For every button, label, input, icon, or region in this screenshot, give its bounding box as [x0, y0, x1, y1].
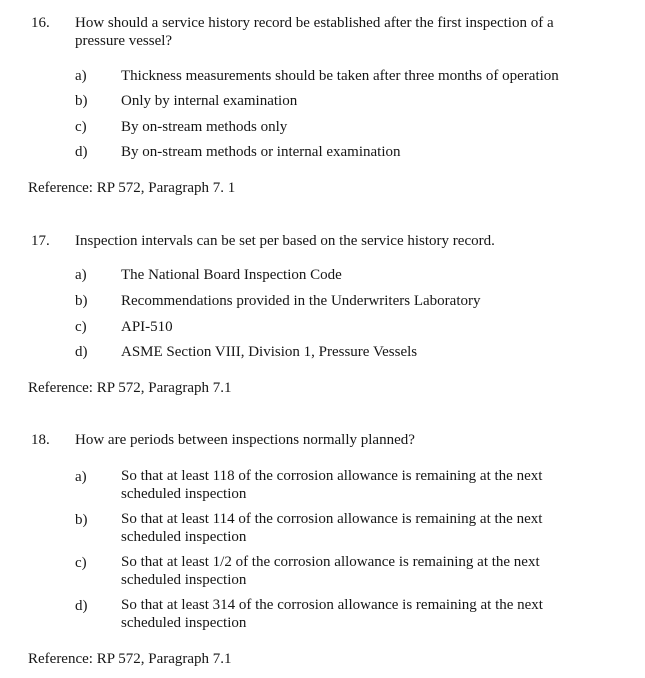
option-text: The National Board Inspection Code — [121, 267, 342, 283]
question-text: Inspection intervals can be set per based on the service history record. — [75, 233, 495, 249]
option-text: So that at least 1/2 of the corrosion allowance is remaining at the next scheduled inspection — [121, 554, 540, 588]
option-text: ASME Section VIII, Division 1, Pressure Vessels — [121, 344, 418, 360]
question-text: How should a service history record be established after the first inspection of a pressure vessel? — [75, 15, 554, 49]
option-text: So that at least 114 of the corrosion allowance is remaining at the next scheduled inspection — [121, 511, 543, 545]
option-text: So that at least 118 of the corrosion allowance is remaining at the next scheduled inspection — [121, 468, 543, 502]
option-label: a) — [75, 267, 87, 283]
option-label: c) — [75, 319, 87, 335]
option-text: By on-stream methods or internal examination — [121, 144, 401, 160]
question-number: 16. — [31, 15, 50, 31]
option-label: d) — [75, 598, 88, 614]
reference-line: Reference: RP 572, Paragraph 7.1 — [28, 380, 232, 396]
option-label: b) — [75, 93, 88, 109]
reference-line: Reference: RP 572, Paragraph 7. 1 — [28, 180, 236, 196]
question-text: How are periods between inspections normally planned? — [75, 432, 415, 448]
option-label: b) — [75, 512, 88, 528]
option-text: Thickness measurements should be taken after three months of operation — [121, 68, 559, 84]
option-label: d) — [75, 344, 88, 360]
option-label: d) — [75, 144, 88, 160]
option-text: Recommendations provided in the Underwriters Laboratory — [121, 293, 481, 309]
option-text: By on-stream methods only — [121, 119, 288, 135]
option-label: c) — [75, 119, 87, 135]
option-label: b) — [75, 293, 88, 309]
option-label: a) — [75, 68, 87, 84]
option-text: Only by internal examination — [121, 93, 298, 109]
question-number: 17. — [31, 233, 50, 249]
option-text: API-510 — [121, 319, 173, 335]
reference-line: Reference: RP 572, Paragraph 7.1 — [28, 651, 232, 667]
question-number: 18. — [31, 432, 50, 448]
option-label: c) — [75, 555, 87, 571]
option-text: So that at least 314 of the corrosion allowance is remaining at the next scheduled inspection — [121, 597, 543, 631]
option-label: a) — [75, 469, 87, 485]
